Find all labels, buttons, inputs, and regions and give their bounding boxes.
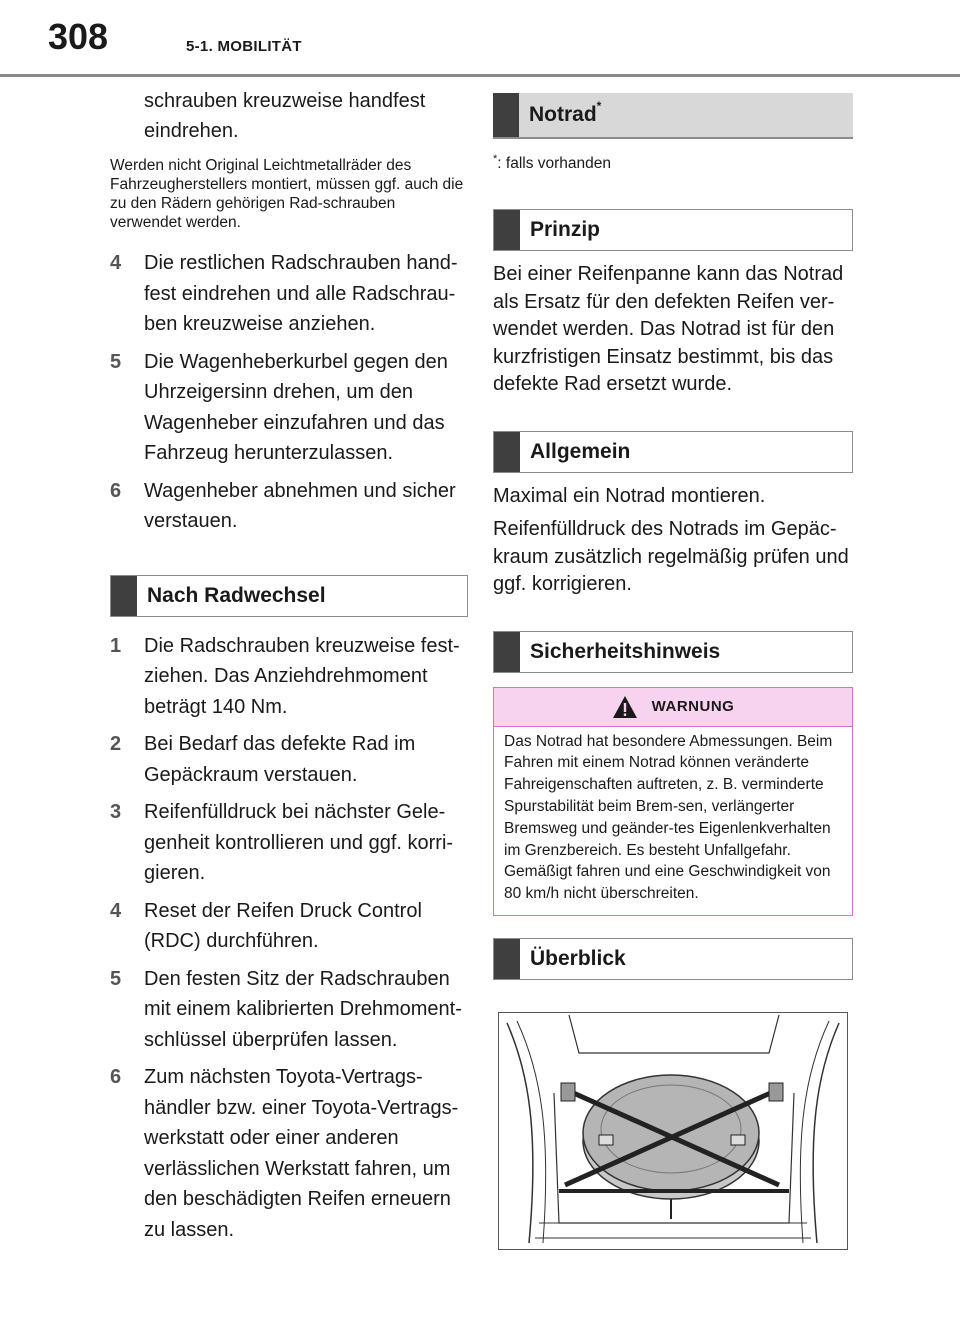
list-item — [110, 1062, 468, 1245]
step-text: Wagenheber abnehmen und sicher verstauen. — [144, 479, 456, 532]
section-marker — [494, 939, 520, 979]
section-heading — [493, 431, 853, 473]
section-title: Sicherheitshinweis — [530, 639, 721, 663]
step-text: Die restlichen Radschrauben hand-fest eindrehen und alle Radschrau-ben kreuzweise anziehen. — [144, 252, 458, 335]
section-marker — [493, 93, 519, 137]
chapter-title: 5-1. MOBILITÄT — [186, 38, 302, 55]
step-text: Zum nächsten Toyota-Vertrags-händler bzw. einer Toyota-Vertrags-werkstatt oder einer anderen verlässlichen Werkstatt fahren, um den beschädigten Reifen erneuern zu lassen. — [144, 1066, 459, 1241]
list-item — [110, 347, 468, 469]
step-number: 1 — [110, 634, 122, 657]
step-number: 5 — [110, 350, 122, 373]
list-item — [110, 476, 468, 537]
section-title: Überblick — [530, 947, 626, 971]
page-header — [0, 0, 960, 78]
section-heading — [493, 209, 853, 251]
continuation-line-2: eindrehen. — [144, 120, 239, 142]
step-text: Den festen Sitz der Radschrauben mit einem kalibrierten Drehmoment-schlüssel überprüfen lassen. — [144, 967, 462, 1051]
step-number: 2 — [110, 733, 122, 755]
footnote-mark: * — [493, 153, 498, 165]
step-text: Reset der Reifen Druck Control (RDC) durchführen. — [144, 899, 422, 952]
step-text: Bei Bedarf das defekte Rad im Gepäckraum verstauen. — [144, 733, 416, 786]
list-item — [110, 896, 468, 957]
spare-wheel-illustration — [498, 1012, 848, 1250]
list-item — [110, 248, 468, 340]
step-text: Die Radschrauben kreuzweise fest-ziehen. Das Anziehdrehmoment beträgt 140 Nm. — [144, 634, 460, 718]
section-marker — [494, 432, 520, 472]
step-number: 6 — [110, 1066, 122, 1088]
footnote-text: : falls vorhanden — [497, 155, 612, 173]
allgemein-text-2: Reifenfülldruck des Notrads im Gepäc-kraum zusätzlich regelmäßig prüfen und ggf. korrigieren. — [493, 518, 849, 596]
section-title — [529, 99, 602, 127]
section-marker — [494, 210, 520, 250]
step-number: 5 — [110, 967, 122, 990]
warning-header — [494, 688, 852, 727]
warning-text: Das Notrad hat besondere Abmessungen. Beim Fahren mit einem Notrad können veränderte Fahreigenschaften auftreten, z. B. verminderte Spurstabilität beim Brem-sen, verlängerter Bremsweg und geänder-tes Eigenlenkverhalten im Grenzbereich. Es besteht Unfallgefahr. Gemäßigt fahren und eine Geschwindigkeit von 80 km/h nicht überschreiten. — [504, 732, 833, 903]
trunk-spare-wheel-image — [499, 1013, 847, 1249]
step-number: 4 — [110, 899, 122, 922]
left-column — [110, 86, 468, 1252]
list-item — [110, 797, 468, 889]
warning-triangle-icon — [612, 695, 638, 719]
section-title: Allgemein — [530, 439, 631, 463]
asterisk-mark: * — [596, 99, 602, 113]
list-item — [110, 729, 468, 790]
section-heading — [493, 938, 853, 980]
warning-title: WARNUNG — [651, 698, 735, 716]
section-title: Prinzip — [530, 218, 601, 242]
section-marker — [494, 632, 520, 672]
warning-box — [493, 687, 853, 916]
list-item — [110, 631, 468, 723]
title-text: Notrad — [529, 103, 597, 126]
header-divider — [0, 74, 960, 77]
step-text: Die Wagenheberkurbel gegen den Uhrzeigersinn drehen, um den Wagenheber einzufahren und das Fahrzeug herunterzulassen. — [144, 350, 448, 464]
step-number: 4 — [110, 252, 122, 274]
section-marker — [111, 576, 137, 616]
prinzip-text: Bei einer Reifenpanne kann das Notrad als Ersatz für den defekten Reifen ver-wendet werden. Das Notrad ist für den kurzfristigen Einsatz bestimmt, bis das defekte Rad ersetzt wurde. — [493, 263, 844, 396]
section-heading — [110, 575, 468, 617]
step-number: 3 — [110, 801, 122, 823]
step-number: 6 — [110, 479, 122, 502]
note-text: Werden nicht Original Leichtmetallräder des Fahrzeugherstellers montiert, müssen ggf. auch die zu den Rädern gehörigen Rad-schrauben verwendet werden. — [110, 157, 464, 231]
main-section-heading — [493, 93, 853, 139]
continuation-line-1: schrauben kreuzweise handfest — [144, 90, 426, 112]
step-text: Reifenfülldruck bei nächster Gele-genheit kontrollieren und ggf. korri-gieren. — [144, 801, 454, 884]
allgemein-text-1: Maximal ein Notrad montieren. — [493, 484, 766, 507]
right-column — [493, 93, 853, 1250]
section-title: Nach Radwechsel — [147, 583, 326, 607]
section-heading — [493, 631, 853, 673]
list-item — [110, 964, 468, 1056]
page-number: 308 — [48, 16, 109, 57]
footnote — [493, 153, 853, 173]
